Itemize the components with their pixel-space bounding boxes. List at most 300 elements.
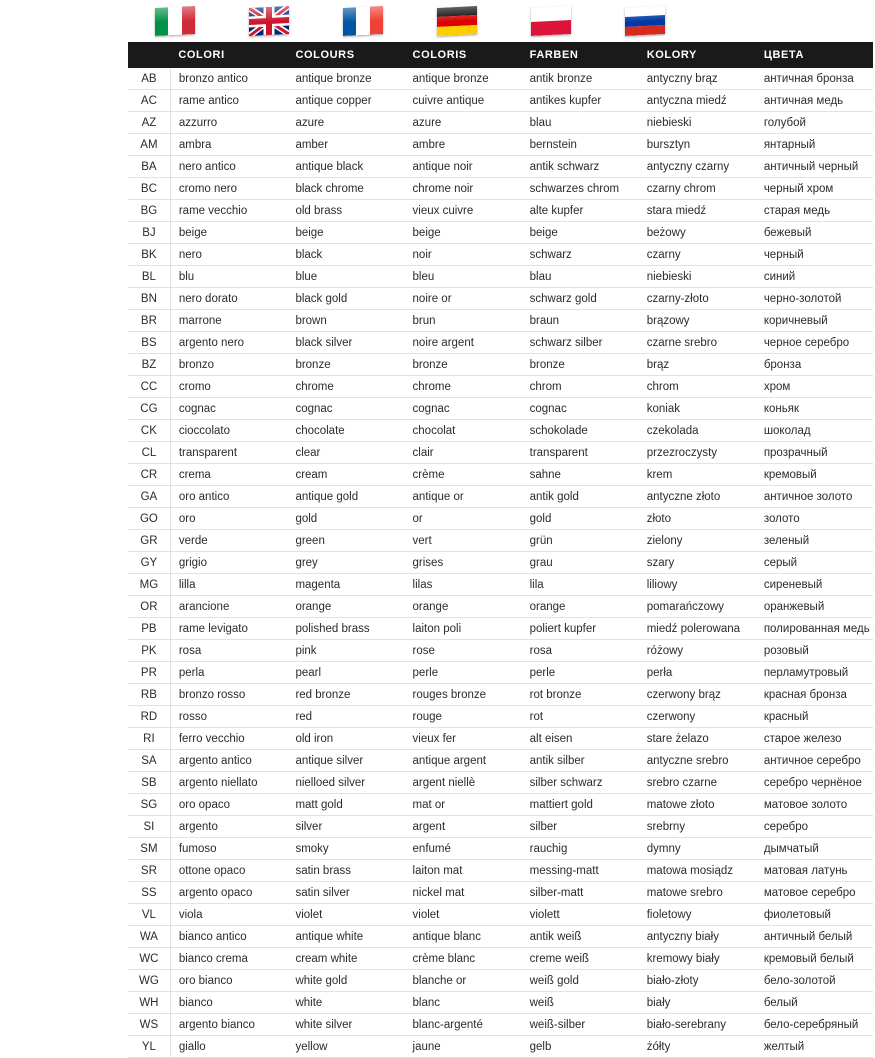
cell-color-name: violett bbox=[522, 904, 639, 926]
cell-color-name: beige bbox=[522, 222, 639, 244]
cell-color-name: or bbox=[405, 508, 522, 530]
flag-cell-russia bbox=[598, 0, 692, 42]
table-row bbox=[128, 442, 873, 464]
table-row bbox=[128, 134, 873, 156]
cell-color-name: античная медь bbox=[756, 90, 873, 112]
column-header-kolory: KOLORY bbox=[639, 42, 756, 68]
cell-color-name: orange bbox=[522, 596, 639, 618]
cell-color-name: beige bbox=[405, 222, 522, 244]
cell-color-name: розовый bbox=[756, 640, 873, 662]
cell-color-name: матовое серебро bbox=[756, 882, 873, 904]
cell-color-name: античное серебро bbox=[756, 750, 873, 772]
cell-color-name: antyczny brąz bbox=[639, 68, 756, 90]
cell-code: SM bbox=[128, 838, 170, 860]
cell-code: RI bbox=[128, 728, 170, 750]
cell-color-name: matowe złoto bbox=[639, 794, 756, 816]
table-row bbox=[128, 816, 873, 838]
cell-color-name: nero dorato bbox=[170, 288, 287, 310]
cell-color-name: oro opaco bbox=[170, 794, 287, 816]
color-names-table bbox=[128, 42, 873, 1058]
cell-color-name: satin silver bbox=[287, 882, 404, 904]
cell-color-name: bernstein bbox=[522, 134, 639, 156]
table-row bbox=[128, 706, 873, 728]
table-row bbox=[128, 882, 873, 904]
cell-color-name: cognac bbox=[405, 398, 522, 420]
cell-color-name: noire argent bbox=[405, 332, 522, 354]
cell-code: SR bbox=[128, 860, 170, 882]
cell-color-name: antique bronze bbox=[405, 68, 522, 90]
cell-code: CR bbox=[128, 464, 170, 486]
cell-color-name: rouges bronze bbox=[405, 684, 522, 706]
cell-color-name: enfumé bbox=[405, 838, 522, 860]
cell-color-name: grigio bbox=[170, 552, 287, 574]
cell-code: SB bbox=[128, 772, 170, 794]
table-row bbox=[128, 728, 873, 750]
cell-color-name: blau bbox=[522, 112, 639, 134]
cell-color-name: srebrny bbox=[639, 816, 756, 838]
cell-color-name: серый bbox=[756, 552, 873, 574]
cell-color-name: rauchig bbox=[522, 838, 639, 860]
cell-color-name: grey bbox=[287, 552, 404, 574]
cell-color-name: brun bbox=[405, 310, 522, 332]
cell-code: MG bbox=[128, 574, 170, 596]
cell-color-name: argento bbox=[170, 816, 287, 838]
cell-color-name: желтый bbox=[756, 1036, 873, 1058]
cell-color-name: коньяк bbox=[756, 398, 873, 420]
cell-color-name: argento nero bbox=[170, 332, 287, 354]
cell-code: BS bbox=[128, 332, 170, 354]
cell-color-name: antyczne srebro bbox=[639, 750, 756, 772]
flag-italy-icon bbox=[155, 6, 195, 36]
cell-color-name: rosa bbox=[170, 640, 287, 662]
cell-code: CG bbox=[128, 398, 170, 420]
cell-color-name: vieux fer bbox=[405, 728, 522, 750]
table-row bbox=[128, 662, 873, 684]
flags-row bbox=[0, 0, 875, 42]
cell-color-name: gold bbox=[287, 508, 404, 530]
cell-color-name: blue bbox=[287, 266, 404, 288]
cell-color-name: silber schwarz bbox=[522, 772, 639, 794]
cell-color-name: cuivre antique bbox=[405, 90, 522, 112]
cell-color-name: brąz bbox=[639, 354, 756, 376]
cell-color-name: schokolade bbox=[522, 420, 639, 442]
cell-color-name: laiton poli bbox=[405, 618, 522, 640]
cell-color-name: chocolat bbox=[405, 420, 522, 442]
cell-color-name: amber bbox=[287, 134, 404, 156]
cell-color-name: krem bbox=[639, 464, 756, 486]
cell-color-name: antique silver bbox=[287, 750, 404, 772]
cell-color-name: ottone opaco bbox=[170, 860, 287, 882]
cell-color-name: brown bbox=[287, 310, 404, 332]
cell-color-name: дымчатый bbox=[756, 838, 873, 860]
cell-color-name: античное золото bbox=[756, 486, 873, 508]
cell-code: AB bbox=[128, 68, 170, 90]
cell-color-name: żółty bbox=[639, 1036, 756, 1058]
table-row bbox=[128, 90, 873, 112]
cell-color-name: argent bbox=[405, 816, 522, 838]
cell-color-name: cognac bbox=[287, 398, 404, 420]
cell-color-name: gelb bbox=[522, 1036, 639, 1058]
cell-color-name: bianco bbox=[170, 992, 287, 1014]
table-row bbox=[128, 420, 873, 442]
flag-united-kingdom-icon bbox=[249, 6, 289, 36]
cell-color-name: beżowy bbox=[639, 222, 756, 244]
cell-color-name: dymny bbox=[639, 838, 756, 860]
flag-poland-icon bbox=[531, 6, 571, 36]
table-row bbox=[128, 486, 873, 508]
cell-color-name: черное серебро bbox=[756, 332, 873, 354]
cell-color-name: matt gold bbox=[287, 794, 404, 816]
cell-color-name: зеленый bbox=[756, 530, 873, 552]
cell-color-name: bianco antico bbox=[170, 926, 287, 948]
table-row bbox=[128, 354, 873, 376]
cell-color-name: chocolate bbox=[287, 420, 404, 442]
table-row bbox=[128, 178, 873, 200]
cell-color-name: orange bbox=[287, 596, 404, 618]
cell-color-name: rame vecchio bbox=[170, 200, 287, 222]
cell-color-name: rose bbox=[405, 640, 522, 662]
cell-color-name: old iron bbox=[287, 728, 404, 750]
cell-color-name: złoto bbox=[639, 508, 756, 530]
cell-code: AM bbox=[128, 134, 170, 156]
cell-color-name: black chrome bbox=[287, 178, 404, 200]
cell-color-name: polished brass bbox=[287, 618, 404, 640]
cell-color-name: rame levigato bbox=[170, 618, 287, 640]
cell-color-name: antique noir bbox=[405, 156, 522, 178]
cell-color-name: white bbox=[287, 992, 404, 1014]
cell-color-name: beige bbox=[287, 222, 404, 244]
table-row bbox=[128, 68, 873, 90]
table-row bbox=[128, 1014, 873, 1036]
cell-color-name: mat or bbox=[405, 794, 522, 816]
cell-color-name: azure bbox=[405, 112, 522, 134]
cell-color-name: rot bbox=[522, 706, 639, 728]
table-row bbox=[128, 794, 873, 816]
table-row bbox=[128, 948, 873, 970]
column-header-code bbox=[128, 42, 170, 68]
cell-color-name: magenta bbox=[287, 574, 404, 596]
flag-russia-icon bbox=[625, 6, 665, 36]
cell-color-name: niebieski bbox=[639, 266, 756, 288]
cell-color-name: jaune bbox=[405, 1036, 522, 1058]
cell-color-name: white gold bbox=[287, 970, 404, 992]
cell-color-name: белый bbox=[756, 992, 873, 1014]
cell-color-name: lila bbox=[522, 574, 639, 596]
cell-color-name: серебро bbox=[756, 816, 873, 838]
cell-color-name: srebro czarne bbox=[639, 772, 756, 794]
table-body bbox=[128, 68, 873, 1058]
cell-color-name: biały bbox=[639, 992, 756, 1014]
cell-color-name: ferro vecchio bbox=[170, 728, 287, 750]
cell-color-name: laiton mat bbox=[405, 860, 522, 882]
cell-code: PB bbox=[128, 618, 170, 640]
cell-color-name: античная бронза bbox=[756, 68, 873, 90]
table-row bbox=[128, 640, 873, 662]
table-row bbox=[128, 574, 873, 596]
cell-color-name: бежевый bbox=[756, 222, 873, 244]
cell-code: GR bbox=[128, 530, 170, 552]
cell-color-name: yellow bbox=[287, 1036, 404, 1058]
cell-code: YL bbox=[128, 1036, 170, 1058]
cell-color-name: lilas bbox=[405, 574, 522, 596]
cell-color-name: antyczny czarny bbox=[639, 156, 756, 178]
flag-germany-icon bbox=[437, 6, 477, 36]
cell-color-name: кремовый bbox=[756, 464, 873, 486]
table-row bbox=[128, 332, 873, 354]
column-header-coloris: COLORIS bbox=[405, 42, 522, 68]
cell-color-name: cromo bbox=[170, 376, 287, 398]
cell-color-name: antique bronze bbox=[287, 68, 404, 90]
cell-color-name: silber-matt bbox=[522, 882, 639, 904]
cell-color-name: старое железо bbox=[756, 728, 873, 750]
cell-color-name: античный белый bbox=[756, 926, 873, 948]
cell-code: WH bbox=[128, 992, 170, 1014]
cell-color-name: weiß-silber bbox=[522, 1014, 639, 1036]
cell-code: RB bbox=[128, 684, 170, 706]
cell-color-name: transparent bbox=[170, 442, 287, 464]
cell-color-name: бронза bbox=[756, 354, 873, 376]
cell-color-name: rosso bbox=[170, 706, 287, 728]
table-row bbox=[128, 552, 873, 574]
table-row bbox=[128, 464, 873, 486]
table-row bbox=[128, 508, 873, 530]
cell-color-name: pomarańczowy bbox=[639, 596, 756, 618]
cell-color-name: синий bbox=[756, 266, 873, 288]
cell-color-name: antik gold bbox=[522, 486, 639, 508]
cell-color-name: blanc-argenté bbox=[405, 1014, 522, 1036]
cell-color-name: szary bbox=[639, 552, 756, 574]
table-row bbox=[128, 772, 873, 794]
cell-color-name: clair bbox=[405, 442, 522, 464]
table-row bbox=[128, 112, 873, 134]
cell-color-name: bleu bbox=[405, 266, 522, 288]
cell-color-name: серебро чернёное bbox=[756, 772, 873, 794]
flag-cell-united-kingdom bbox=[222, 0, 316, 42]
cell-color-name: черный хром bbox=[756, 178, 873, 200]
cell-color-name: rame antico bbox=[170, 90, 287, 112]
cell-color-name: янтарный bbox=[756, 134, 873, 156]
cell-code: BG bbox=[128, 200, 170, 222]
cell-color-name: vieux cuivre bbox=[405, 200, 522, 222]
cell-color-name: черно-золотой bbox=[756, 288, 873, 310]
cell-color-name: czarny-złoto bbox=[639, 288, 756, 310]
cell-color-name: czarne srebro bbox=[639, 332, 756, 354]
cell-color-name: stare żelazo bbox=[639, 728, 756, 750]
cell-color-name: oro bianco bbox=[170, 970, 287, 992]
cell-color-name: gold bbox=[522, 508, 639, 530]
cell-color-name: smoky bbox=[287, 838, 404, 860]
table-row bbox=[128, 904, 873, 926]
cell-color-name: nero antico bbox=[170, 156, 287, 178]
cell-color-name: antique white bbox=[287, 926, 404, 948]
cell-color-name: green bbox=[287, 530, 404, 552]
cell-code: BJ bbox=[128, 222, 170, 244]
cell-code: RD bbox=[128, 706, 170, 728]
cell-color-name: chrom bbox=[522, 376, 639, 398]
cell-color-name: nickel mat bbox=[405, 882, 522, 904]
cell-color-name: liliowy bbox=[639, 574, 756, 596]
cell-code: BN bbox=[128, 288, 170, 310]
cell-color-name: giallo bbox=[170, 1036, 287, 1058]
cell-color-name: cioccolato bbox=[170, 420, 287, 442]
cell-code: SA bbox=[128, 750, 170, 772]
cell-code: BC bbox=[128, 178, 170, 200]
cell-color-name: antyczne złoto bbox=[639, 486, 756, 508]
cell-color-name: nielloed silver bbox=[287, 772, 404, 794]
cell-color-name: red bbox=[287, 706, 404, 728]
cell-color-name: золото bbox=[756, 508, 873, 530]
table-row bbox=[128, 926, 873, 948]
cell-color-name: antique blanc bbox=[405, 926, 522, 948]
cell-color-name: bianco crema bbox=[170, 948, 287, 970]
cell-color-name: biało-serebrany bbox=[639, 1014, 756, 1036]
cell-code: PK bbox=[128, 640, 170, 662]
cell-color-name: antikes kupfer bbox=[522, 90, 639, 112]
cell-color-name: niebieski bbox=[639, 112, 756, 134]
cell-code: BR bbox=[128, 310, 170, 332]
table-row bbox=[128, 222, 873, 244]
cell-color-name: czarny bbox=[639, 244, 756, 266]
cell-color-name: blanc bbox=[405, 992, 522, 1014]
cell-color-name: antique copper bbox=[287, 90, 404, 112]
cell-color-name: beige bbox=[170, 222, 287, 244]
cell-color-name: голубой bbox=[756, 112, 873, 134]
cell-color-name: fioletowy bbox=[639, 904, 756, 926]
cell-code: WC bbox=[128, 948, 170, 970]
cell-code: BZ bbox=[128, 354, 170, 376]
cell-color-name: różowy bbox=[639, 640, 756, 662]
table-row bbox=[128, 310, 873, 332]
table-header-row bbox=[128, 42, 873, 68]
cell-color-name: blanche or bbox=[405, 970, 522, 992]
cell-color-name: antik weiß bbox=[522, 926, 639, 948]
cell-color-name: argento opaco bbox=[170, 882, 287, 904]
cell-color-name: antik silber bbox=[522, 750, 639, 772]
cell-color-name: clear bbox=[287, 442, 404, 464]
cell-code: BA bbox=[128, 156, 170, 178]
table-row bbox=[128, 244, 873, 266]
cell-color-name: cognac bbox=[170, 398, 287, 420]
cell-color-name: crema bbox=[170, 464, 287, 486]
cell-code: AZ bbox=[128, 112, 170, 134]
cell-color-name: argent niellè bbox=[405, 772, 522, 794]
cell-color-name: violet bbox=[405, 904, 522, 926]
table-row bbox=[128, 376, 873, 398]
cell-color-name: chrom bbox=[639, 376, 756, 398]
cell-color-name: miedź polerowana bbox=[639, 618, 756, 640]
cell-color-name: alt eisen bbox=[522, 728, 639, 750]
table-row bbox=[128, 200, 873, 222]
table-row bbox=[128, 838, 873, 860]
cell-color-name: красная бронза bbox=[756, 684, 873, 706]
cell-color-name: czekolada bbox=[639, 420, 756, 442]
cell-color-name: koniak bbox=[639, 398, 756, 420]
cell-color-name: grau bbox=[522, 552, 639, 574]
cell-color-name: bursztyn bbox=[639, 134, 756, 156]
cell-color-name: antique black bbox=[287, 156, 404, 178]
cell-color-name: white silver bbox=[287, 1014, 404, 1036]
cell-color-name: bronzo rosso bbox=[170, 684, 287, 706]
cell-color-name: red bronze bbox=[287, 684, 404, 706]
cell-color-name: brązowy bbox=[639, 310, 756, 332]
cell-color-name: cream bbox=[287, 464, 404, 486]
table-row bbox=[128, 684, 873, 706]
table-row bbox=[128, 596, 873, 618]
cell-color-name: poliert kupfer bbox=[522, 618, 639, 640]
cell-color-name: pearl bbox=[287, 662, 404, 684]
cell-color-name: mattiert gold bbox=[522, 794, 639, 816]
cell-color-name: satin brass bbox=[287, 860, 404, 882]
cell-color-name: weiß bbox=[522, 992, 639, 1014]
cell-color-name: azure bbox=[287, 112, 404, 134]
cell-color-name: perła bbox=[639, 662, 756, 684]
table-row bbox=[128, 860, 873, 882]
cell-color-name: verde bbox=[170, 530, 287, 552]
cell-color-name: old brass bbox=[287, 200, 404, 222]
cell-color-name: bronze bbox=[522, 354, 639, 376]
cell-color-name: матовая латунь bbox=[756, 860, 873, 882]
cell-color-name: chrome bbox=[405, 376, 522, 398]
cell-color-name: black gold bbox=[287, 288, 404, 310]
cell-color-name: nero bbox=[170, 244, 287, 266]
cell-color-name: матовое золото bbox=[756, 794, 873, 816]
flag-cell-poland bbox=[504, 0, 598, 42]
cell-color-name: schwarz bbox=[522, 244, 639, 266]
cell-code: PR bbox=[128, 662, 170, 684]
table-row bbox=[128, 970, 873, 992]
cell-color-name: antik schwarz bbox=[522, 156, 639, 178]
cell-color-name: черный bbox=[756, 244, 873, 266]
cell-color-name: argento bianco bbox=[170, 1014, 287, 1036]
cell-color-name: chrome noir bbox=[405, 178, 522, 200]
cell-color-name: orange bbox=[405, 596, 522, 618]
cell-code: SG bbox=[128, 794, 170, 816]
cell-color-name: оранжевый bbox=[756, 596, 873, 618]
cell-color-name: perla bbox=[170, 662, 287, 684]
cell-color-name: ambra bbox=[170, 134, 287, 156]
cell-color-name: бело-серебряный bbox=[756, 1014, 873, 1036]
cell-code: CL bbox=[128, 442, 170, 464]
table-row bbox=[128, 288, 873, 310]
column-header-farben: FARBEN bbox=[522, 42, 639, 68]
table-header bbox=[128, 42, 873, 68]
cell-code: GY bbox=[128, 552, 170, 574]
cell-color-name: silver bbox=[287, 816, 404, 838]
cell-color-name: noire or bbox=[405, 288, 522, 310]
cell-color-name: arancione bbox=[170, 596, 287, 618]
cell-color-name: старая медь bbox=[756, 200, 873, 222]
cell-color-name: античный черный bbox=[756, 156, 873, 178]
cell-color-name: rouge bbox=[405, 706, 522, 728]
cell-color-name: pink bbox=[287, 640, 404, 662]
cell-color-name: schwarz silber bbox=[522, 332, 639, 354]
cell-color-name: фиолетовый bbox=[756, 904, 873, 926]
flag-cell-germany bbox=[410, 0, 504, 42]
cell-color-name: кремовый белый bbox=[756, 948, 873, 970]
cell-color-name: zielony bbox=[639, 530, 756, 552]
cell-color-name: crème bbox=[405, 464, 522, 486]
column-header-colours: COLOURS bbox=[287, 42, 404, 68]
cell-color-name: braun bbox=[522, 310, 639, 332]
cell-color-name: cream white bbox=[287, 948, 404, 970]
cell-color-name: black bbox=[287, 244, 404, 266]
cell-color-name: matowa mosiądz bbox=[639, 860, 756, 882]
cell-color-name: коричневый bbox=[756, 310, 873, 332]
table-row bbox=[128, 1036, 873, 1058]
cell-color-name: vert bbox=[405, 530, 522, 552]
cell-color-name: creme weiß bbox=[522, 948, 639, 970]
cell-color-name: messing-matt bbox=[522, 860, 639, 882]
